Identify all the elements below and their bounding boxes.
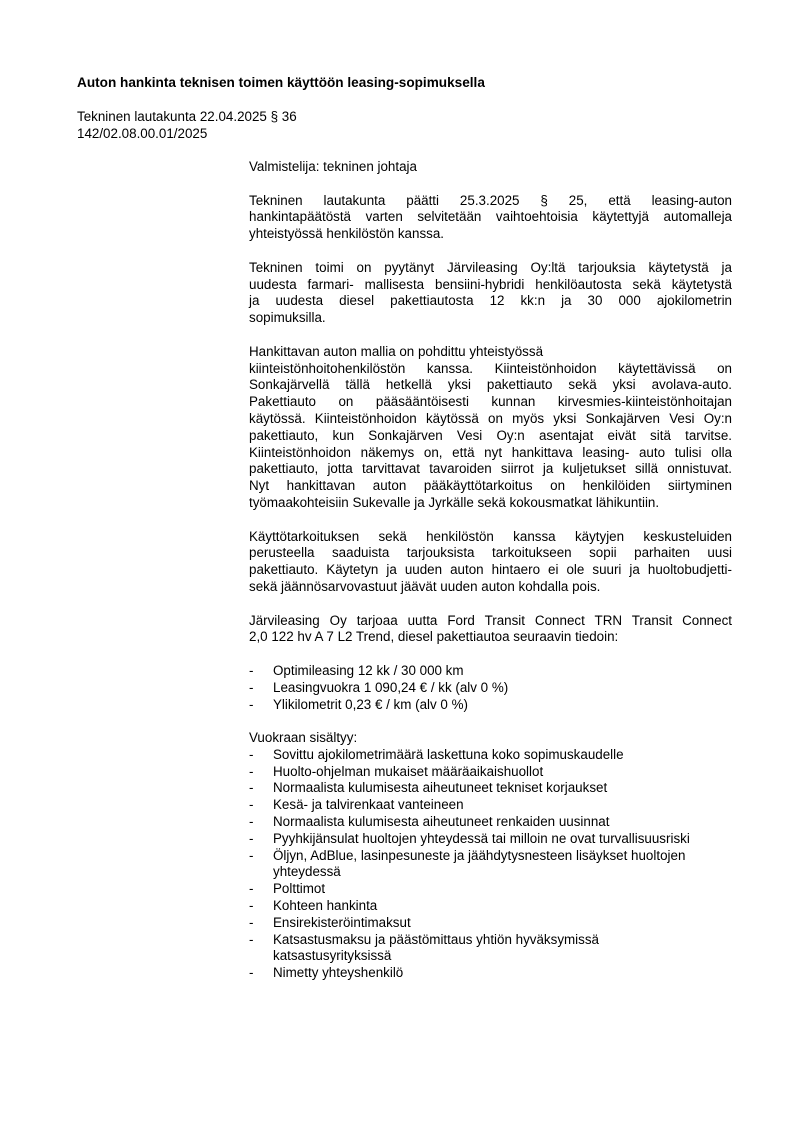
included-services-list xyxy=(249,747,732,982)
dash-marker: - xyxy=(249,797,254,813)
dash-marker: - xyxy=(249,780,254,796)
dash-marker: - xyxy=(249,662,254,678)
list-item-text: Sovittu ajokilometrimäärä laskettuna koko sopimuskaudelle xyxy=(273,746,624,762)
list-item xyxy=(249,680,732,697)
text-line: Sonkajärvellä tällä hetkellä yksi pakettiauto sekä yksi avolava-auto. xyxy=(249,377,732,393)
list-item-text: Katsastusmaksu ja päästömittaus yhtiön hyväksymissä xyxy=(273,931,599,947)
list-item-text: yhteydessä xyxy=(273,864,341,880)
text-line: Kiinteistönhoidon näkemys on, että nyt hankittava leasing- auto tulisi olla xyxy=(249,444,732,460)
list-item xyxy=(249,915,732,932)
offer-terms-list xyxy=(249,663,732,713)
paragraph-offer xyxy=(249,613,732,647)
preparer-line: Valmistelija: tekninen johtaja xyxy=(249,159,417,174)
dash-marker: - xyxy=(249,830,254,846)
paragraph-consideration xyxy=(249,344,732,512)
text-line: työmaakohteisiin Sukevalle ja Jyrkälle sekä kokousmatkat lähikuntiin. xyxy=(249,494,660,510)
text-line: Tekninen toimi on pyytänyt Järvileasing Oy:ltä tarjouksia käytetystä ja xyxy=(249,259,732,275)
text-line: Tekninen lautakunta päätti 25.3.2025 § 25, että leasing-auton xyxy=(249,192,732,208)
list-item xyxy=(249,965,732,982)
list-item-text: Leasingvuokra 1 090,24 € / kk (alv 0 %) xyxy=(273,679,509,695)
list-item-text: Polttimot xyxy=(273,881,326,897)
text-line: sopimuksilla. xyxy=(249,310,326,326)
dash-marker: - xyxy=(249,965,254,981)
list-item-text: Optimileasing 12 kk / 30 000 km xyxy=(273,662,464,678)
list-item-text: Normaalista kulumisesta aiheutuneet renkaiden uusinnat xyxy=(273,814,610,830)
dash-marker: - xyxy=(249,914,254,930)
text-line: kiinteistönhoitohenkilöstön kanssa. Kiinteistönhoidon käytettävissä on xyxy=(249,360,732,376)
list-item-text: Normaalista kulumisesta aiheutuneet tekniset korjaukset xyxy=(273,780,608,796)
list-item-text: Pyyhkijänsulat huoltojen yhteydessä tai milloin ne ovat turvallisuusriski xyxy=(273,830,690,846)
text-line: Nyt hankittavan auton pääkäyttötarkoitus on henkilöiden siirtyminen xyxy=(249,478,732,494)
dash-marker: - xyxy=(249,696,254,712)
meeting-reference: Tekninen lautakunta 22.04.2025 § 36 xyxy=(77,109,297,124)
paragraph-request xyxy=(249,260,732,327)
text-line: käytössä. Kiinteistönhoidon käytössä on myös yksi Sonkajärven Vesi Oy:n xyxy=(249,410,732,426)
list-item-text: Kesä- ja talvirenkaat vanteineen xyxy=(273,797,464,813)
text-line: hankintapäätöstä varten selvitetään vaihtoehtoisia käytettyjä automalleja xyxy=(249,209,732,225)
includes-heading: Vuokraan sisältyy: xyxy=(249,730,358,746)
dash-marker: - xyxy=(249,881,254,897)
text-line: 2,0 122 hv A 7 L2 Trend, diesel pakettiautoa seuraavin tiedoin: xyxy=(249,629,619,645)
text-line: ja uudesta diesel pakettiautosta 12 kk:n ja 30 000 ajokilometrin xyxy=(249,293,732,309)
dash-marker: - xyxy=(249,679,254,695)
list-item-text: Öljyn, AdBlue, lasinpesuneste ja jäähdytysnesteen lisäykset huoltojen xyxy=(273,847,686,863)
list-item xyxy=(249,764,732,781)
document-title: Auton hankinta teknisen toimen käyttöön leasing-sopimuksella xyxy=(77,75,485,90)
record-number: 142/02.08.00.01/2025 xyxy=(77,125,208,141)
list-item xyxy=(249,747,732,764)
list-item xyxy=(249,848,732,882)
list-item-text: Ylikilometrit 0,23 € / km (alv 0 %) xyxy=(273,696,468,712)
text-line: Käyttötarkoituksen sekä henkilöstön kanssa käytyjen keskusteluiden xyxy=(249,528,732,544)
dash-marker: - xyxy=(249,763,254,779)
list-item xyxy=(249,697,732,714)
list-item xyxy=(249,831,732,848)
dash-marker: - xyxy=(249,814,254,830)
paragraph-conclusion xyxy=(249,529,732,596)
meeting-meta xyxy=(77,109,477,143)
text-line: pakettiauto. Käytetyn ja uuden auton hintaero ei ole suuri ja huoltobudjetti- xyxy=(249,562,732,578)
dash-marker: - xyxy=(249,847,254,863)
list-item xyxy=(249,797,732,814)
text-line: Järvileasing Oy tarjoaa uutta Ford Transit Connect TRN Transit Connect xyxy=(249,612,732,628)
list-item-text: Nimetty yhteyshenkilö xyxy=(273,965,404,981)
list-item xyxy=(249,814,732,831)
dash-marker: - xyxy=(249,746,254,762)
text-line: uudesta farmari- mallisesta bensiini-hybridi henkilöautosta sekä käytetystä xyxy=(249,276,732,292)
text-line: Hankittavan auton mallia on pohdittu yhteistyössä xyxy=(249,343,544,359)
text-line: perusteella saaduista tarjouksista tarkoitukseen sopii parhaiten uusi xyxy=(249,545,732,561)
list-item-text: Huolto-ohjelman mukaiset määräaikaishuollot xyxy=(273,763,544,779)
text-line: pakettiauto, kun Sonkajärven Vesi Oy:n asentajat eivät sitä tarvitse. xyxy=(249,427,732,443)
list-item-text: Ensirekisteröintimaksut xyxy=(273,914,411,930)
list-item-text: Kohteen hankinta xyxy=(273,898,378,914)
dash-marker: - xyxy=(249,931,254,947)
text-line: Pakettiauto on pääsääntöisesti kunnan kirvesmies-kiinteistönhoitajan xyxy=(249,394,732,410)
text-line: yhteistyössä henkilöstön kanssa. xyxy=(249,226,445,242)
paragraph-decision xyxy=(249,193,732,243)
text-line: pakettiauto, jotta tarvittavat tavaroiden siirrot ja kuljetukset sillä onnistuvat. xyxy=(249,461,732,477)
text-line: sekä jäännösarvovastuut jäävät uuden auton kohdalla pois. xyxy=(249,578,601,594)
list-item xyxy=(249,881,732,898)
list-item xyxy=(249,663,732,680)
dash-marker: - xyxy=(249,898,254,914)
list-item-text: katsastusyrityksissä xyxy=(273,948,392,964)
document-body xyxy=(249,159,732,999)
list-item xyxy=(249,780,732,797)
list-item xyxy=(249,898,732,915)
list-item xyxy=(249,932,732,966)
